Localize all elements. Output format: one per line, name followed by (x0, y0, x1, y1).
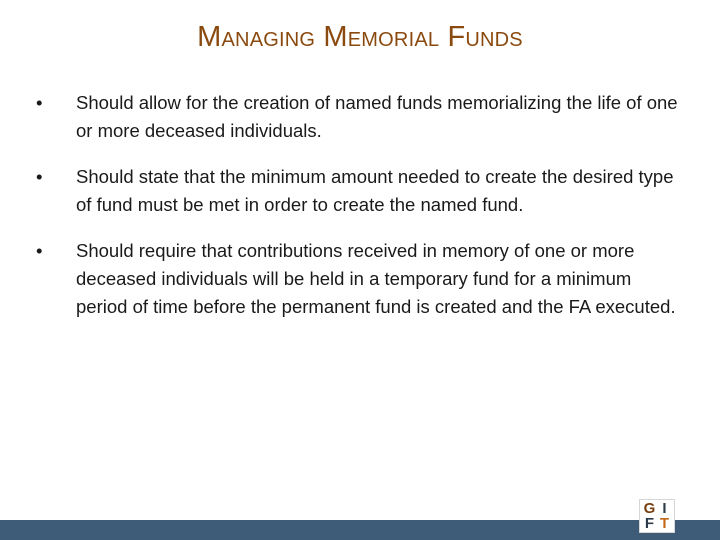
bullet-item (36, 163, 686, 219)
bullet-text: Should state that the minimum amount needed to create the desired type of fund must be met in order to create the named fund. (76, 166, 674, 215)
slide-title: Managing Memorial Funds (197, 21, 523, 53)
bullet-list (36, 89, 686, 339)
bullet-text: Should allow for the creation of named funds memorializing the life of one or more deceased individuals. (76, 92, 678, 141)
logo-letter: F (644, 515, 655, 532)
bullet-marker: • (36, 240, 43, 261)
bullet-marker: • (36, 92, 43, 113)
logo-letter: G (643, 500, 656, 517)
logo-letter: T (659, 515, 670, 532)
gift-logo (639, 499, 675, 533)
footer-bar (0, 520, 720, 540)
bullet-item (36, 89, 686, 145)
logo-letter: I (662, 500, 667, 517)
bullet-text: Should require that contributions received in memory of one or more deceased individuals will be held in a temporary fund for a minimum period of time before the permanent fund is created and the FA executed. (76, 240, 676, 317)
bullet-marker: • (36, 166, 43, 187)
bullet-item (36, 237, 686, 321)
